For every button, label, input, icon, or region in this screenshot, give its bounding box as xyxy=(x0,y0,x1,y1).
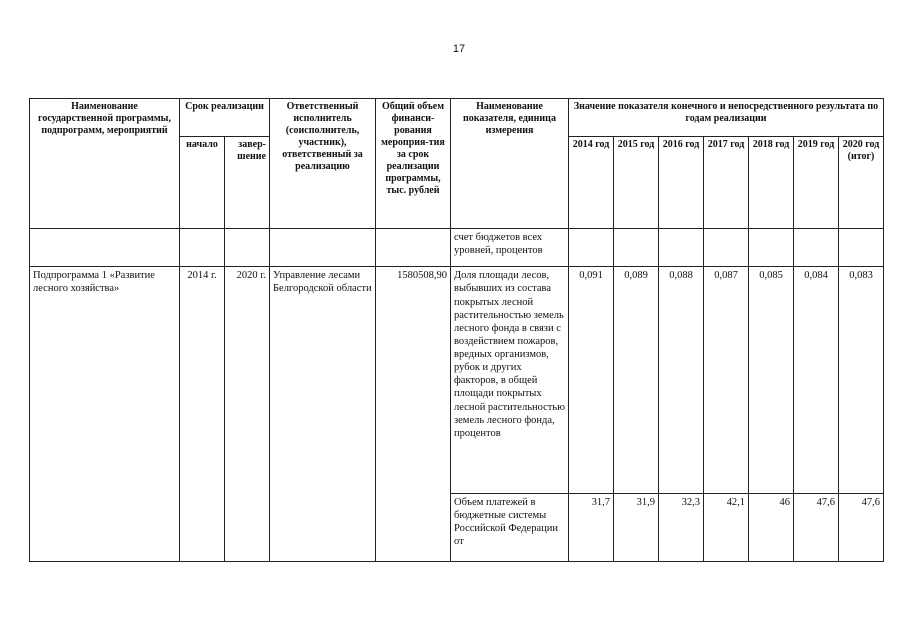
indicator-value: 47,6 xyxy=(794,493,839,561)
page-number: 17 xyxy=(452,43,466,55)
header-values-group: Значение показателя конечного и непосредственного результата по годам реализации xyxy=(569,99,884,137)
header-funding: Общий объем финанси-рования мероприя-тия за срок реализации программы, тыс. рублей xyxy=(376,99,451,229)
subprogram-start: 2014 г. xyxy=(180,267,225,562)
empty-cell xyxy=(270,229,376,267)
empty-cell xyxy=(225,229,270,267)
table-row xyxy=(30,267,884,493)
header-year: 2019 год xyxy=(794,137,839,229)
empty-cell xyxy=(659,229,704,267)
indicator-value: 32,3 xyxy=(659,493,704,561)
subprogram-executor: Управление лесами Белгородской области xyxy=(270,267,376,562)
subprogram-funding: 1580508,90 xyxy=(376,267,451,562)
indicator-value: 0,091 xyxy=(569,267,614,493)
empty-cell xyxy=(376,229,451,267)
header-name: Наименование государственной программы, подпрограмм, мероприятий xyxy=(30,99,180,229)
indicator-name: Доля площади лесов, выбывших из состава покрытых лесной растительностью земель лесного фонда в связи с воздействием пожаров, вредных организмов, рубок и других факторов, в общей площади покрытых лесной растительностью земель лесного фонда, процентов xyxy=(451,267,569,493)
table-row xyxy=(30,229,884,267)
indicator-value: 31,9 xyxy=(614,493,659,561)
indicator-value: 0,087 xyxy=(704,267,749,493)
empty-cell xyxy=(839,229,884,267)
header-year: 2018 год xyxy=(749,137,794,229)
empty-cell xyxy=(569,229,614,267)
header-year: 2015 год xyxy=(614,137,659,229)
header-period-end: завер-шение xyxy=(225,137,270,229)
indicator-value: 0,085 xyxy=(749,267,794,493)
indicator-value: 47,6 xyxy=(839,493,884,561)
indicator-continuation: счет бюджетов всех уровней, процентов xyxy=(451,229,569,267)
indicator-value: 0,083 xyxy=(839,267,884,493)
header-period: Срок реализации xyxy=(180,99,270,137)
empty-cell xyxy=(30,229,180,267)
indicator-value: 0,084 xyxy=(794,267,839,493)
indicator-value: 42,1 xyxy=(704,493,749,561)
subprogram-name: Подпрограмма 1 «Развитие лесного хозяйства» xyxy=(30,267,180,562)
header-period-start: начало xyxy=(180,137,225,229)
empty-cell xyxy=(749,229,794,267)
indicator-value: 46 xyxy=(749,493,794,561)
header-executor: Ответственный исполнитель (соисполнитель, участник), ответственный за реализацию xyxy=(270,99,376,229)
indicator-value: 0,089 xyxy=(614,267,659,493)
program-table xyxy=(29,98,884,562)
empty-cell xyxy=(180,229,225,267)
empty-cell xyxy=(614,229,659,267)
header-year: 2017 год xyxy=(704,137,749,229)
subprogram-end: 2020 г. xyxy=(225,267,270,562)
indicator-value: 0,088 xyxy=(659,267,704,493)
indicator-name: Объем платежей в бюджетные системы Российской Федерации от xyxy=(451,493,569,561)
header-year: 2014 год xyxy=(569,137,614,229)
header-indicator: Наименование показателя, единица измерения xyxy=(451,99,569,229)
header-year: 2016 год xyxy=(659,137,704,229)
header-year: 2020 год (итог) xyxy=(839,137,884,229)
indicator-value: 31,7 xyxy=(569,493,614,561)
empty-cell xyxy=(794,229,839,267)
empty-cell xyxy=(704,229,749,267)
